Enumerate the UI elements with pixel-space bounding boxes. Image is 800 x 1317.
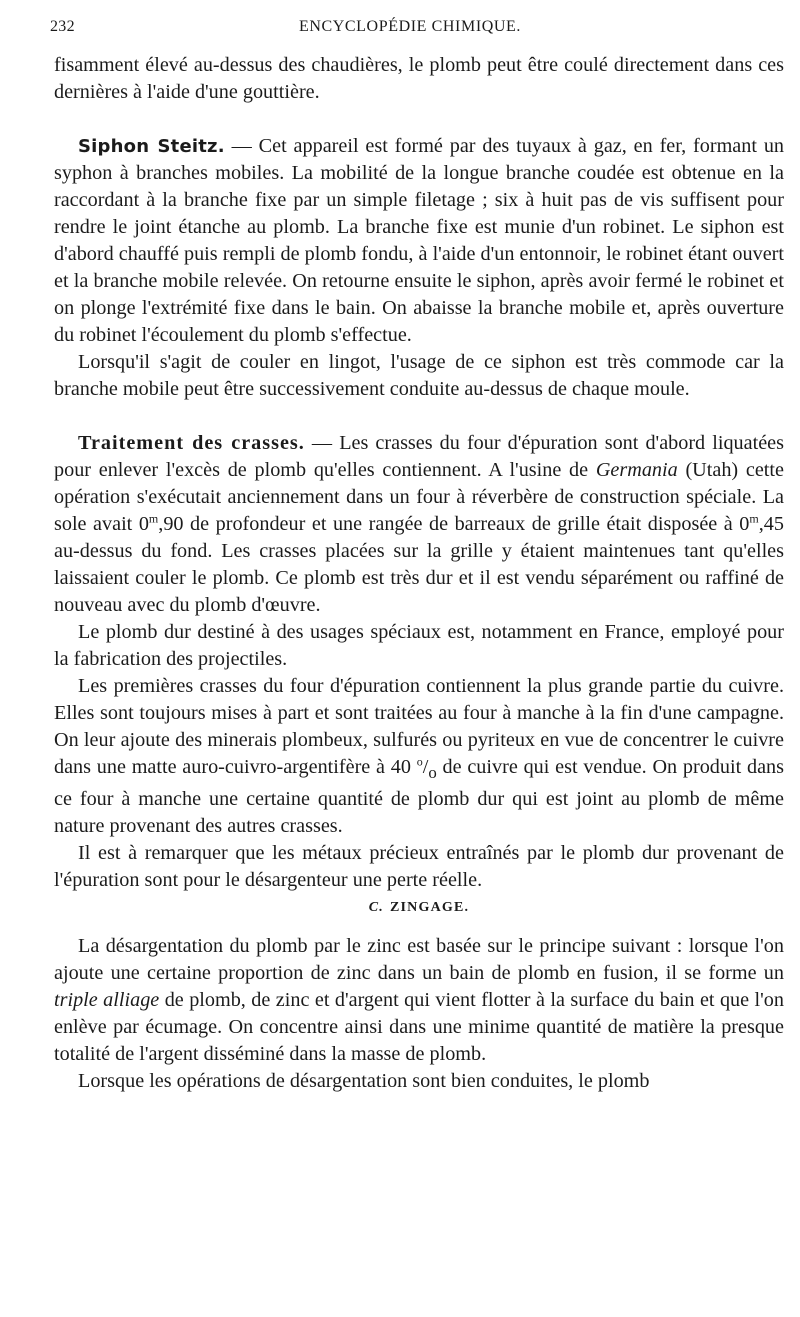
paragraph-text: ,90 de profondeur et une rangée de barreaux de grille était disposée à 0 — [158, 513, 750, 535]
italic-triple-alliage: triple alliage — [54, 989, 160, 1012]
italic-germania: Germania — [595, 459, 678, 481]
percent-subscript: o — [428, 763, 437, 783]
unit-superscript: m — [148, 511, 159, 526]
page-body — [54, 52, 784, 1095]
subheading-siphon-steitz: Siphon Steitz. — [78, 136, 225, 157]
paragraph-desargentation — [54, 933, 784, 1068]
paragraph-premieres-crasses — [54, 673, 784, 840]
paragraph-text: La désargentation du plomb par le zinc est basée sur le principe suivant : lorsque l'on ajoute une certaine proportion de zinc dans un bain de plomb en fusion, il se forme un — [54, 935, 784, 985]
section-title: ZINGAGE. — [390, 900, 470, 916]
paragraph-text: Les premières crasses du four d'épuration contiennent la plus grande partie du cuivre. Elles sont toujours mises à part et sont traitées au four à manche à la fin d'une campagne. On leur ajoute des minerais plombeux, sulfurés ou pyriteux en vue de concentrer le cuivre dans une matte auro-cuivro-argentifère à 40 — [54, 675, 784, 778]
section-letter: C. — [368, 900, 384, 916]
paragraph-text: — Les crasses du four d'épuration sont d'abord liquatées pour enlever l'excès de plomb qu'elles contiennent. A l'usine de — [54, 432, 784, 481]
paragraph-operations: Lorsque les opérations de désargentation sont bien conduites, le plomb — [78, 1070, 650, 1093]
paragraph-crasses — [54, 430, 784, 619]
paragraph-text: de plomb, de zinc et d'argent qui vient flotter à la surface du bain et que l'on enlève par écumage. On concentre ainsi dans une minime quantité de matière la presque totalité de l'argent disséminé dans la masse de plomb. — [54, 989, 784, 1066]
percent-slash: / — [422, 756, 429, 778]
paragraph-text: de cuivre qui est vendue. On produit dans ce four à manche une certaine quantité de plomb dur qui est joint au plomb de même nature provenant des autres crasses. — [54, 756, 784, 838]
page-number: 232 — [50, 18, 75, 35]
paragraph-text: ,45 au-dessus du fond. Les crasses placées sur la grille y étaient maintenues tant qu'elles laissaient couler le plomb. Ce plomb est très dur et il est vendu séparément ou raffiné de nouveau avec du plomb d'œuvre. — [54, 513, 784, 616]
running-header — [50, 18, 770, 40]
section-heading-zingage — [54, 894, 784, 921]
unit-superscript: m — [749, 511, 759, 526]
running-title: ENCYCLOPÉDIE CHIMIQUE. — [298, 18, 522, 35]
percent-superscript: o — [416, 754, 423, 769]
paragraph-metaux-precieux: Il est à remarquer que les métaux précieux entraînés par le plomb dur provenant de l'épuration sont pour le désargenteur une perte réelle. — [54, 842, 784, 892]
paragraph-text: (Utah) cette opération s'exécutait anciennement dans un four à réverbère de construction spéciale. La sole avait 0 — [54, 459, 784, 535]
paragraph-lingot: Lorsqu'il s'agit de couler en lingot, l'usage de ce siphon est très commode car la branche mobile peut être successivement conduite au-dessus de chaque moule. — [54, 351, 784, 400]
paragraph-text: — Cet appareil est formé par des tuyaux à gaz, en fer, formant un syphon à branches mobiles. La mobilité de la longue branche coudée est obtenue en la raccordant à la branche fixe par un simple filetage ; six à huit pas de vis suffisent pour rendre le joint étanche au plomb. La branche fixe est munie d'un robinet. Le siphon est d'abord chauffé puis rempli de plomb fondu, à l'aide d'un entonnoir, le robinet étant ouvert et la branche mobile relevée. On retourne ensuite le siphon, après avoir fermé le robinet et on plonge l'extrémité fixe dans le bain. On abaisse la branche mobile et, après ouverture du robinet l'écoulement du plomb s'effectue. — [54, 135, 785, 346]
subheading-traitement-crasses: Traitement des crasses. — [78, 432, 305, 454]
paragraph-continued: fisamment élevé au-dessus des chaudières, le plomb peut être coulé directement dans ces dernières à l'aide d'une gouttière. — [54, 54, 784, 103]
paragraph-siphon-steitz — [54, 133, 784, 349]
paragraph-plomb-dur: Le plomb dur destiné à des usages spéciaux est, notamment en France, employé pour la fabrication des projectiles. — [54, 621, 784, 670]
